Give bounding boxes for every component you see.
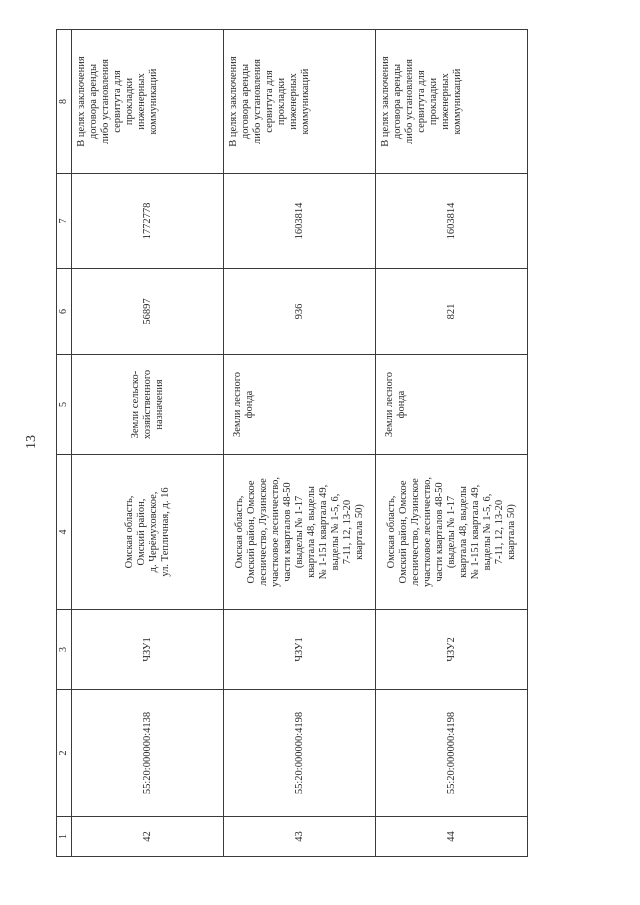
- plot-code-cell: ЧЗУ2: [376, 610, 528, 690]
- area-cell: 56897: [72, 269, 224, 355]
- area-cell: 936: [224, 269, 376, 355]
- address-cell: Омская область, Омский район, д. Черёмуховское, ул. Тепличная, д. 16: [72, 455, 224, 610]
- cadastral-number-cell: 55:20:000000:4198: [376, 690, 528, 817]
- column-number: 8: [57, 30, 72, 174]
- plot-code-cell: ЧЗУ1: [224, 610, 376, 690]
- row-number-cell: 43: [224, 817, 376, 857]
- column-number: 6: [57, 269, 72, 355]
- land-category-cell: Земли сельско- хозяйственного назначения: [72, 355, 224, 455]
- column-number: 3: [57, 610, 72, 690]
- table-row: [72, 30, 224, 857]
- table-row: [224, 30, 376, 857]
- cadastral-number-cell: 55:20:000000:4198: [224, 690, 376, 817]
- column-number: 1: [57, 817, 72, 857]
- table-row: [376, 30, 528, 857]
- rotated-table-frame: [56, 30, 526, 857]
- purpose-cell: В целях заключения договора аренды либо установления сервитута для прокладки инженерных коммуникаций: [376, 30, 528, 174]
- cost-cell: 1603814: [224, 174, 376, 269]
- area-cell: 821: [376, 269, 528, 355]
- cost-cell: 1603814: [376, 174, 528, 269]
- column-number: 5: [57, 355, 72, 455]
- address-cell: Омская область, Омский район, Омское лесничество, Лузинское участковое лесничество, части кварталов 48-50 (выделы № 1-17 квартала 48, выделы № 1-151 квартала 49, выделы № 1-5, 6, 7-11, 12, 13-20 квартала 50): [224, 455, 376, 610]
- purpose-cell: В целях заключения договора аренды либо установления сервитута для прокладки инженерных коммуникаций: [224, 30, 376, 174]
- address-cell: Омская область, Омский район, Омское лесничество, Лузинское участковое лесничество, части кварталов 48-50 (выделы № 1-17 квартала 48, выделы № 1-151 квартала 49, выделы № 1-5, 6, 7-11, 12, 13-20 квартала 50): [376, 455, 528, 610]
- purpose-cell: В целях заключения договора аренды либо установления сервитута для прокладки инженерных коммуникаций: [72, 30, 224, 174]
- land-category-cell: Земли лесного фонда: [376, 355, 528, 455]
- plot-code-cell: ЧЗУ1: [72, 610, 224, 690]
- land-plots-table: [56, 29, 528, 857]
- column-number: 7: [57, 174, 72, 269]
- page-number: 13: [24, 435, 39, 449]
- column-number-row: [57, 30, 72, 857]
- column-number: 2: [57, 690, 72, 817]
- rotated-table-area: [56, 30, 526, 857]
- cost-cell: 1772778: [72, 174, 224, 269]
- column-number: 4: [57, 455, 72, 610]
- cadastral-number-cell: 55:20:000000:4138: [72, 690, 224, 817]
- row-number-cell: 42: [72, 817, 224, 857]
- row-number-cell: 44: [376, 817, 528, 857]
- land-category-cell: Земли лесного фонда: [224, 355, 376, 455]
